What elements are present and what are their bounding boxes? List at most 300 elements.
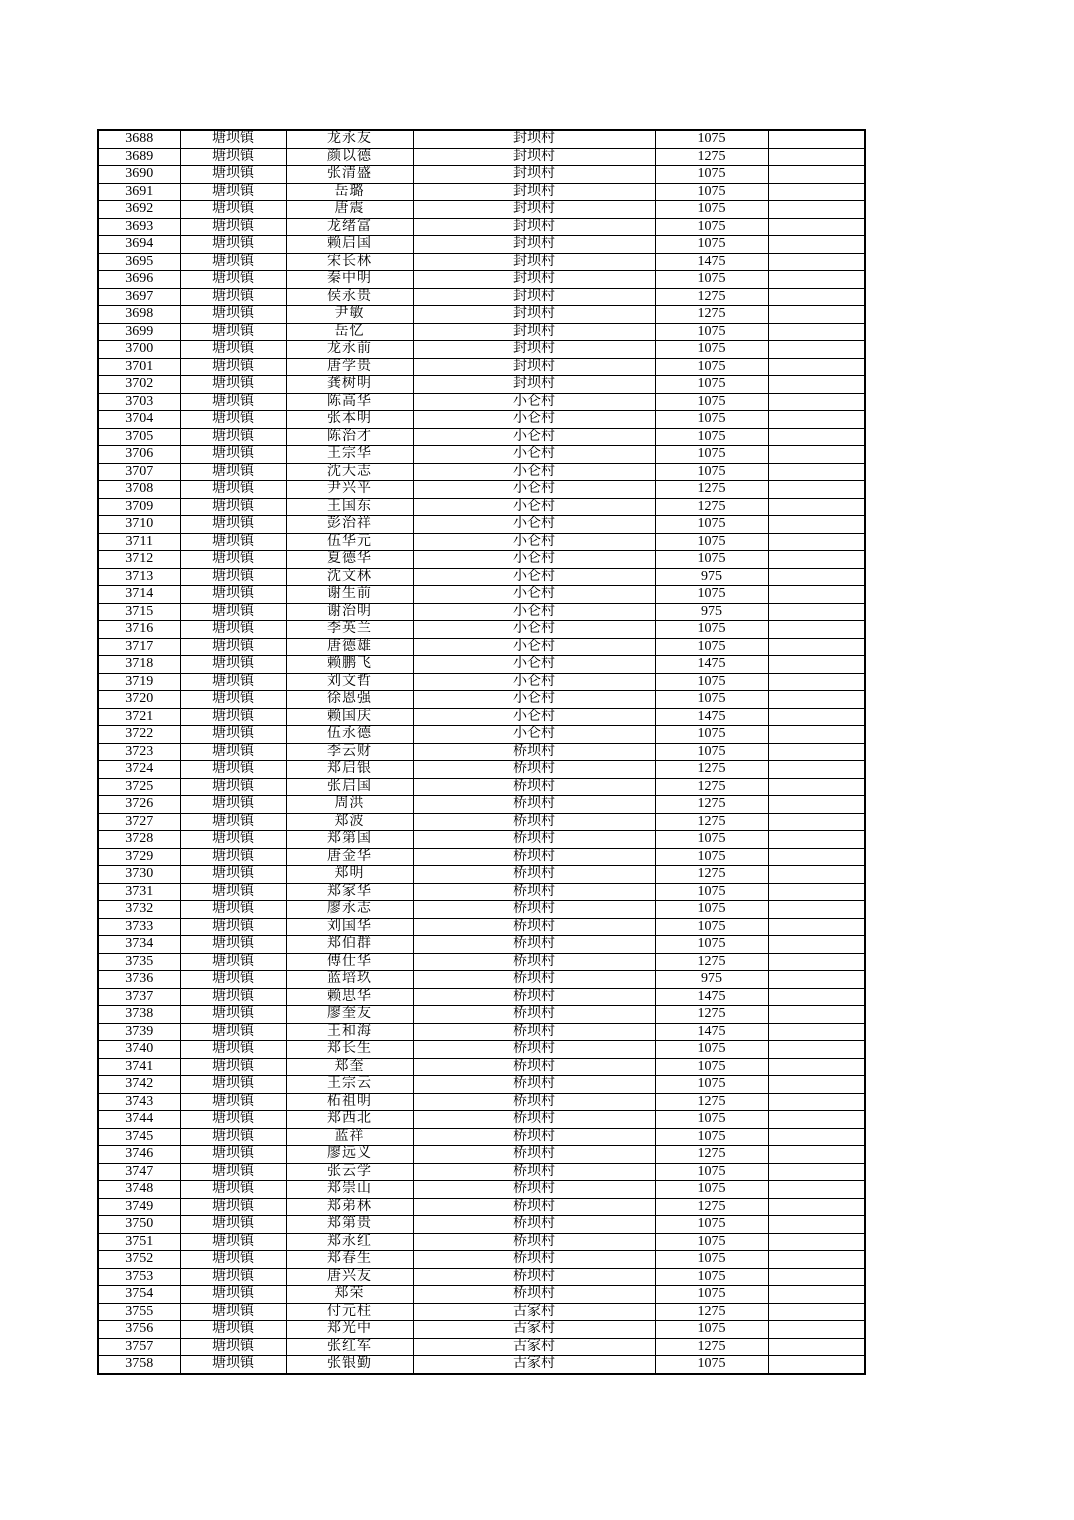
village-cell: 封坝村 [413,358,655,376]
name-cell: 张启国 [286,778,413,796]
name-cell: 刘文哲 [286,673,413,691]
town-cell: 塘坝镇 [180,306,286,324]
serial-number-cell: 3741 [98,1058,180,1076]
serial-number-cell: 3750 [98,1216,180,1234]
table-row [98,1251,865,1269]
name-cell: 郑第贵 [286,1216,413,1234]
remarks-cell [768,1111,865,1129]
amount-cell: 1475 [655,708,768,726]
name-cell: 陈高华 [286,393,413,411]
village-cell: 古家村 [413,1303,655,1321]
amount-cell: 1475 [655,656,768,674]
table-row [98,481,865,499]
amount-cell: 1275 [655,1303,768,1321]
amount-cell: 1075 [655,936,768,954]
serial-number-cell: 3725 [98,778,180,796]
village-cell: 桥坝村 [413,1128,655,1146]
table-row [98,743,865,761]
amount-cell: 1275 [655,1146,768,1164]
village-cell: 小仑村 [413,603,655,621]
name-cell: 郑家华 [286,883,413,901]
table-row [98,1181,865,1199]
name-cell: 沈文林 [286,568,413,586]
serial-number-cell: 3704 [98,411,180,429]
serial-number-cell: 3705 [98,428,180,446]
amount-cell: 1475 [655,1023,768,1041]
amount-cell: 1275 [655,866,768,884]
remarks-cell [768,323,865,341]
table-row [98,1268,865,1286]
serial-number-cell: 3755 [98,1303,180,1321]
amount-cell: 1275 [655,778,768,796]
serial-number-cell: 3732 [98,901,180,919]
table-row [98,130,865,148]
name-cell: 郑永红 [286,1233,413,1251]
town-cell: 塘坝镇 [180,1128,286,1146]
table-row [98,586,865,604]
table-row [98,1111,865,1129]
remarks-cell [768,271,865,289]
amount-cell: 1075 [655,428,768,446]
town-cell: 塘坝镇 [180,603,286,621]
serial-number-cell: 3736 [98,971,180,989]
town-cell: 塘坝镇 [180,918,286,936]
remarks-cell [768,1058,865,1076]
name-cell: 伍华元 [286,533,413,551]
name-cell: 廖奎友 [286,1006,413,1024]
serial-number-cell: 3701 [98,358,180,376]
remarks-cell [768,428,865,446]
serial-number-cell: 3746 [98,1146,180,1164]
serial-number-cell: 3742 [98,1076,180,1094]
remarks-cell [768,358,865,376]
village-cell: 桥坝村 [413,1286,655,1304]
town-cell: 塘坝镇 [180,988,286,1006]
village-cell: 封坝村 [413,130,655,148]
serial-number-cell: 3717 [98,638,180,656]
name-cell: 龙永前 [286,341,413,359]
table-row [98,323,865,341]
name-cell: 颜以德 [286,148,413,166]
town-cell: 塘坝镇 [180,271,286,289]
serial-number-cell: 3698 [98,306,180,324]
remarks-cell [768,533,865,551]
town-cell: 塘坝镇 [180,463,286,481]
town-cell: 塘坝镇 [180,568,286,586]
serial-number-cell: 3697 [98,288,180,306]
remarks-cell [768,551,865,569]
serial-number-cell: 3737 [98,988,180,1006]
serial-number-cell: 3728 [98,831,180,849]
town-cell: 塘坝镇 [180,551,286,569]
remarks-cell [768,253,865,271]
remarks-cell [768,673,865,691]
serial-number-cell: 3740 [98,1041,180,1059]
name-cell: 唐兴友 [286,1268,413,1286]
town-cell: 塘坝镇 [180,1216,286,1234]
serial-number-cell: 3707 [98,463,180,481]
town-cell: 塘坝镇 [180,1338,286,1356]
amount-cell: 1075 [655,1128,768,1146]
village-cell: 桥坝村 [413,1023,655,1041]
name-cell: 李云财 [286,743,413,761]
name-cell: 张云学 [286,1163,413,1181]
village-cell: 桥坝村 [413,1268,655,1286]
town-cell: 塘坝镇 [180,1093,286,1111]
amount-cell: 1075 [655,1216,768,1234]
town-cell: 塘坝镇 [180,148,286,166]
table-row [98,446,865,464]
serial-number-cell: 3723 [98,743,180,761]
amount-cell: 975 [655,603,768,621]
village-cell: 古家村 [413,1321,655,1339]
town-cell: 塘坝镇 [180,1076,286,1094]
serial-number-cell: 3743 [98,1093,180,1111]
town-cell: 塘坝镇 [180,411,286,429]
town-cell: 塘坝镇 [180,201,286,219]
remarks-cell [768,656,865,674]
remarks-cell [768,183,865,201]
name-cell: 张红军 [286,1338,413,1356]
remarks-cell [768,936,865,954]
name-cell: 郑弟林 [286,1198,413,1216]
town-cell: 塘坝镇 [180,656,286,674]
table-row [98,1093,865,1111]
town-cell: 塘坝镇 [180,288,286,306]
name-cell: 郑奎 [286,1058,413,1076]
serial-number-cell: 3754 [98,1286,180,1304]
serial-number-cell: 3751 [98,1233,180,1251]
amount-cell: 1075 [655,621,768,639]
table-row [98,638,865,656]
table-row [98,498,865,516]
name-cell: 郑伯群 [286,936,413,954]
remarks-cell [768,988,865,1006]
town-cell: 塘坝镇 [180,1058,286,1076]
village-cell: 封坝村 [413,183,655,201]
table-row [98,673,865,691]
remarks-cell [768,901,865,919]
town-cell: 塘坝镇 [180,901,286,919]
serial-number-cell: 3756 [98,1321,180,1339]
name-cell: 蓝培玖 [286,971,413,989]
name-cell: 伍永德 [286,726,413,744]
amount-cell: 1075 [655,323,768,341]
town-cell: 塘坝镇 [180,831,286,849]
town-cell: 塘坝镇 [180,848,286,866]
remarks-cell [768,1163,865,1181]
village-cell: 封坝村 [413,236,655,254]
remarks-cell [768,726,865,744]
amount-cell: 1275 [655,953,768,971]
remarks-cell [768,796,865,814]
table-row [98,1233,865,1251]
village-cell: 封坝村 [413,218,655,236]
village-cell: 桥坝村 [413,1041,655,1059]
remarks-cell [768,1286,865,1304]
town-cell: 塘坝镇 [180,971,286,989]
amount-cell: 1075 [655,551,768,569]
remarks-cell [768,1146,865,1164]
amount-cell: 1275 [655,481,768,499]
village-cell: 桥坝村 [413,953,655,971]
village-cell: 桥坝村 [413,761,655,779]
amount-cell: 1075 [655,218,768,236]
name-cell: 刘国华 [286,918,413,936]
town-cell: 塘坝镇 [180,376,286,394]
serial-number-cell: 3716 [98,621,180,639]
serial-number-cell: 3696 [98,271,180,289]
table-row [98,516,865,534]
remarks-cell [768,621,865,639]
amount-cell: 1075 [655,918,768,936]
amount-cell: 1075 [655,1041,768,1059]
town-cell: 塘坝镇 [180,446,286,464]
amount-cell: 1075 [655,236,768,254]
remarks-cell [768,446,865,464]
remarks-cell [768,568,865,586]
table-row [98,1076,865,1094]
serial-number-cell: 3710 [98,516,180,534]
amount-cell: 1275 [655,796,768,814]
remarks-cell [768,848,865,866]
remarks-cell [768,516,865,534]
table-row [98,1286,865,1304]
name-cell: 傅仕华 [286,953,413,971]
table-row [98,1006,865,1024]
serial-number-cell: 3689 [98,148,180,166]
amount-cell: 1075 [655,1251,768,1269]
amount-cell: 1475 [655,253,768,271]
name-cell: 龙绪富 [286,218,413,236]
remarks-cell [768,148,865,166]
amount-cell: 1075 [655,411,768,429]
town-cell: 塘坝镇 [180,341,286,359]
table-row [98,551,865,569]
village-cell: 小仑村 [413,481,655,499]
serial-number-cell: 3722 [98,726,180,744]
amount-cell: 1075 [655,533,768,551]
village-cell: 桥坝村 [413,936,655,954]
table-row [98,253,865,271]
remarks-cell [768,218,865,236]
name-cell: 岳忆 [286,323,413,341]
remarks-cell [768,1093,865,1111]
amount-cell: 1075 [655,183,768,201]
remarks-cell [768,288,865,306]
amount-cell: 1075 [655,848,768,866]
remarks-cell [768,586,865,604]
serial-number-cell: 3691 [98,183,180,201]
town-cell: 塘坝镇 [180,481,286,499]
village-cell: 桥坝村 [413,743,655,761]
name-cell: 郑第国 [286,831,413,849]
table-row [98,936,865,954]
serial-number-cell: 3735 [98,953,180,971]
table-row [98,183,865,201]
name-cell: 周洪 [286,796,413,814]
table-row [98,656,865,674]
serial-number-cell: 3715 [98,603,180,621]
town-cell: 塘坝镇 [180,516,286,534]
name-cell: 郑启银 [286,761,413,779]
table-row [98,1041,865,1059]
table-row [98,971,865,989]
table-row [98,1163,865,1181]
serial-number-cell: 3719 [98,673,180,691]
name-cell: 龙永友 [286,130,413,148]
remarks-cell [768,1076,865,1094]
table-row [98,726,865,744]
name-cell: 彭治祥 [286,516,413,534]
remarks-cell [768,778,865,796]
town-cell: 塘坝镇 [180,1286,286,1304]
remarks-cell [768,1128,865,1146]
village-cell: 桥坝村 [413,883,655,901]
remarks-cell [768,463,865,481]
table-row [98,848,865,866]
village-cell: 封坝村 [413,341,655,359]
name-cell: 张银勤 [286,1356,413,1374]
remarks-cell [768,498,865,516]
serial-number-cell: 3692 [98,201,180,219]
remarks-cell [768,341,865,359]
amount-cell: 975 [655,971,768,989]
amount-cell: 1075 [655,638,768,656]
serial-number-cell: 3690 [98,166,180,184]
town-cell: 塘坝镇 [180,218,286,236]
amount-cell: 1075 [655,463,768,481]
name-cell: 赖思华 [286,988,413,1006]
village-cell: 桥坝村 [413,901,655,919]
town-cell: 塘坝镇 [180,778,286,796]
town-cell: 塘坝镇 [180,498,286,516]
remarks-cell [768,883,865,901]
remarks-cell [768,918,865,936]
table-row [98,988,865,1006]
name-cell: 王国东 [286,498,413,516]
town-cell: 塘坝镇 [180,1041,286,1059]
remarks-cell [768,376,865,394]
town-cell: 塘坝镇 [180,883,286,901]
village-cell: 桥坝村 [413,813,655,831]
table-row [98,393,865,411]
town-cell: 塘坝镇 [180,1356,286,1374]
serial-number-cell: 3706 [98,446,180,464]
table-row [98,568,865,586]
remarks-cell [768,1233,865,1251]
table-row [98,918,865,936]
town-cell: 塘坝镇 [180,1146,286,1164]
table-row [98,621,865,639]
village-cell: 桥坝村 [413,1093,655,1111]
remarks-cell [768,411,865,429]
village-cell: 桥坝村 [413,1163,655,1181]
town-cell: 塘坝镇 [180,586,286,604]
town-cell: 塘坝镇 [180,621,286,639]
name-cell: 郑春生 [286,1251,413,1269]
table-row [98,1198,865,1216]
name-cell: 夏德华 [286,551,413,569]
table-row [98,463,865,481]
table-row [98,306,865,324]
amount-cell: 1075 [655,201,768,219]
serial-number-cell: 3718 [98,656,180,674]
village-cell: 桥坝村 [413,1076,655,1094]
data-table [97,129,866,1375]
town-cell: 塘坝镇 [180,936,286,954]
amount-cell: 1075 [655,393,768,411]
table-row [98,831,865,849]
town-cell: 塘坝镇 [180,166,286,184]
remarks-cell [768,866,865,884]
village-cell: 封坝村 [413,148,655,166]
serial-number-cell: 3747 [98,1163,180,1181]
village-cell: 桥坝村 [413,1006,655,1024]
serial-number-cell: 3731 [98,883,180,901]
town-cell: 塘坝镇 [180,1006,286,1024]
name-cell: 张本明 [286,411,413,429]
village-cell: 封坝村 [413,288,655,306]
town-cell: 塘坝镇 [180,1023,286,1041]
name-cell: 郑崇山 [286,1181,413,1199]
name-cell: 谢治明 [286,603,413,621]
table-row [98,778,865,796]
amount-cell: 1075 [655,1321,768,1339]
name-cell: 郑西北 [286,1111,413,1129]
town-cell: 塘坝镇 [180,813,286,831]
name-cell: 谢生前 [286,586,413,604]
village-cell: 桥坝村 [413,831,655,849]
remarks-cell [768,1268,865,1286]
serial-number-cell: 3739 [98,1023,180,1041]
serial-number-cell: 3695 [98,253,180,271]
remarks-cell [768,953,865,971]
remarks-cell [768,638,865,656]
name-cell: 秦中明 [286,271,413,289]
serial-number-cell: 3730 [98,866,180,884]
town-cell: 塘坝镇 [180,691,286,709]
serial-number-cell: 3708 [98,481,180,499]
table-row [98,708,865,726]
village-cell: 小仑村 [413,586,655,604]
remarks-cell [768,1006,865,1024]
amount-cell: 1075 [655,1356,768,1374]
table-row [98,428,865,446]
serial-number-cell: 3748 [98,1181,180,1199]
village-cell: 小仑村 [413,411,655,429]
village-cell: 小仑村 [413,498,655,516]
serial-number-cell: 3758 [98,1356,180,1374]
table-row [98,953,865,971]
amount-cell: 1275 [655,498,768,516]
remarks-cell [768,971,865,989]
village-cell: 小仑村 [413,568,655,586]
table-row [98,148,865,166]
village-cell: 桥坝村 [413,971,655,989]
town-cell: 塘坝镇 [180,1163,286,1181]
remarks-cell [768,166,865,184]
table-row [98,1146,865,1164]
table-row [98,358,865,376]
village-cell: 桥坝村 [413,1111,655,1129]
amount-cell: 1075 [655,341,768,359]
village-cell: 桥坝村 [413,848,655,866]
name-cell: 廖永志 [286,901,413,919]
serial-number-cell: 3713 [98,568,180,586]
remarks-cell [768,1251,865,1269]
table-row [98,271,865,289]
